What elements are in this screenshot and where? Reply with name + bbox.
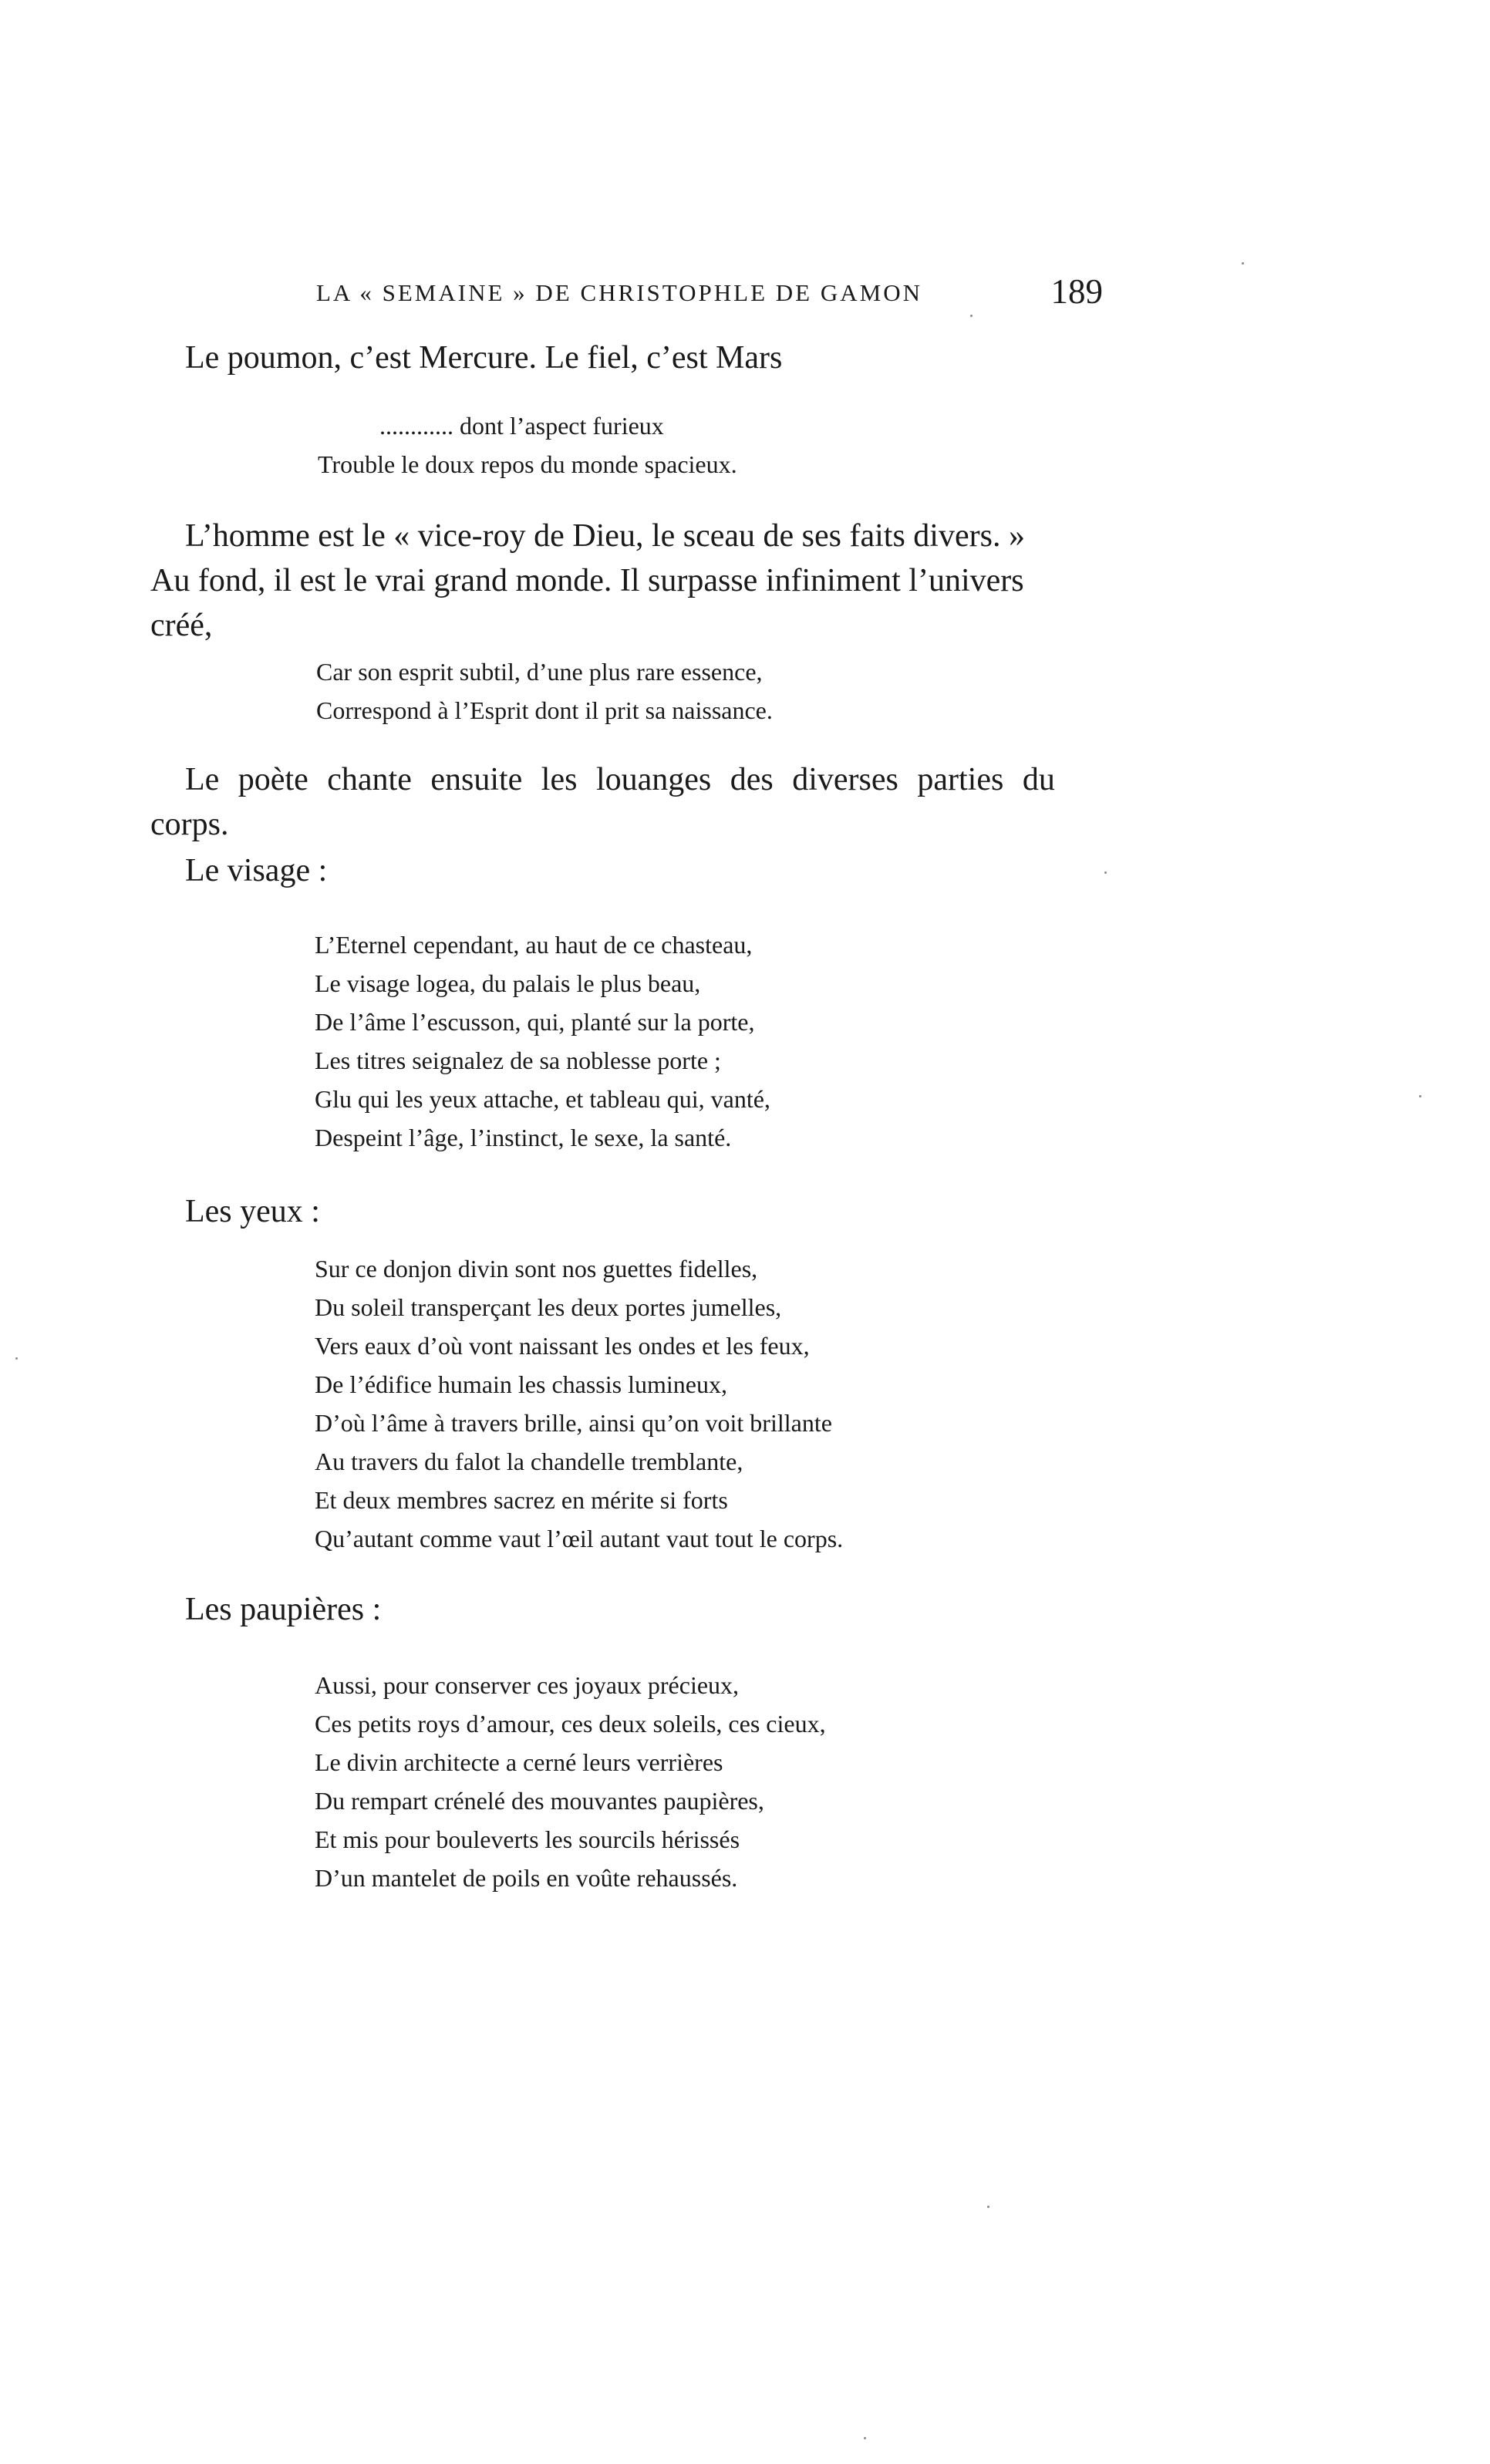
verse-line: Et deux membres sacrez en mérite si forts xyxy=(315,1486,728,1514)
verse-line: ............ dont l’aspect furieux xyxy=(379,412,664,440)
verse-line: Correspond à l’Esprit dont il prit sa naissance. xyxy=(316,696,773,724)
verse-line: De l’édifice humain les chassis lumineux, xyxy=(315,1370,727,1398)
verse-line: Sur ce donjon divin sont nos guettes fidelles, xyxy=(315,1255,758,1283)
verse-line: Despeint l’âge, l’instinct, le sexe, la santé. xyxy=(315,1124,732,1151)
prose-line: Au fond, il est le vrai grand monde. Il surpasse infiniment l’univers xyxy=(150,563,1024,598)
verse-line: D’un mantelet de poils en voûte rehaussés. xyxy=(315,1864,738,1892)
running-head xyxy=(308,271,1103,318)
verse-line: Au travers du falot la chandelle tremblante, xyxy=(315,1448,743,1475)
prose-line: corps. xyxy=(150,807,229,842)
verse-line: Et mis pour bouleverts les sourcils hérissés xyxy=(315,1825,740,1853)
prose-line: Le poète chante ensuite les louanges des diverses parties du xyxy=(185,762,1055,797)
scan-speck xyxy=(15,1357,18,1360)
verse-line: Trouble le doux repos du monde spacieux. xyxy=(318,450,737,478)
quote-mars xyxy=(318,406,737,484)
verse-paupieres xyxy=(315,1666,826,1897)
verse-line: Les titres seignalez de sa noblesse porte ; xyxy=(315,1047,721,1074)
verse-yeux xyxy=(315,1249,843,1558)
verse-line: D’où l’âme à travers brille, ainsi qu’on voit brillante xyxy=(315,1409,832,1437)
prose-line-text: L’homme est le « vice-roy de Dieu, le sceau de ses faits divers. » xyxy=(185,518,1025,554)
verse-line: Le divin architecte a cerné leurs verrières xyxy=(315,1748,723,1776)
opening-line: Le poumon, c’est Mercure. Le fiel, c’est Mars xyxy=(185,340,783,376)
verse-line: Glu qui les yeux attache, et tableau qui, vanté, xyxy=(315,1085,770,1113)
verse-line: Du soleil transperçant les deux portes jumelles, xyxy=(315,1293,782,1321)
scan-speck xyxy=(864,2437,866,2439)
quote-esprit xyxy=(316,652,773,730)
prose-line: créé, xyxy=(150,608,213,643)
verse-visage xyxy=(315,925,770,1157)
verse-line: Car son esprit subtil, d’une plus rare essence, xyxy=(316,658,763,686)
verse-line: Aussi, pour conserver ces joyaux précieux, xyxy=(315,1671,740,1699)
section-label-paupieres: Les paupières : xyxy=(185,1592,382,1627)
section-label-yeux: Les yeux : xyxy=(185,1194,320,1229)
scan-speck xyxy=(1104,871,1107,874)
scan-speck xyxy=(1242,262,1244,265)
verse-line: Qu’autant comme vaut l’œil autant vaut tout le corps. xyxy=(315,1525,844,1552)
verse-line: Ces petits roys d’amour, ces deux soleils, ces cieux, xyxy=(315,1710,826,1738)
verse-line: Du rempart crénelé des mouvantes paupières, xyxy=(315,1787,764,1815)
verse-line: Vers eaux d’où vont naissant les ondes et les feux, xyxy=(315,1332,810,1360)
running-title: LA « SEMAINE » DE CHRISTOPHLE DE GAMON xyxy=(316,279,922,306)
scan-speck xyxy=(987,2206,989,2208)
page-number: 189 xyxy=(1050,272,1103,311)
verse-line: Le visage logea, du palais le plus beau, xyxy=(315,969,701,997)
scan-speck xyxy=(1419,1095,1421,1097)
verse-line: L’Eternel cependant, au haut de ce chasteau, xyxy=(315,931,753,959)
scan-speck xyxy=(970,315,973,317)
verse-line: De l’âme l’escusson, qui, planté sur la porte, xyxy=(315,1008,755,1036)
section-label-visage: Le visage : xyxy=(185,853,328,888)
prose-line xyxy=(185,514,1103,558)
